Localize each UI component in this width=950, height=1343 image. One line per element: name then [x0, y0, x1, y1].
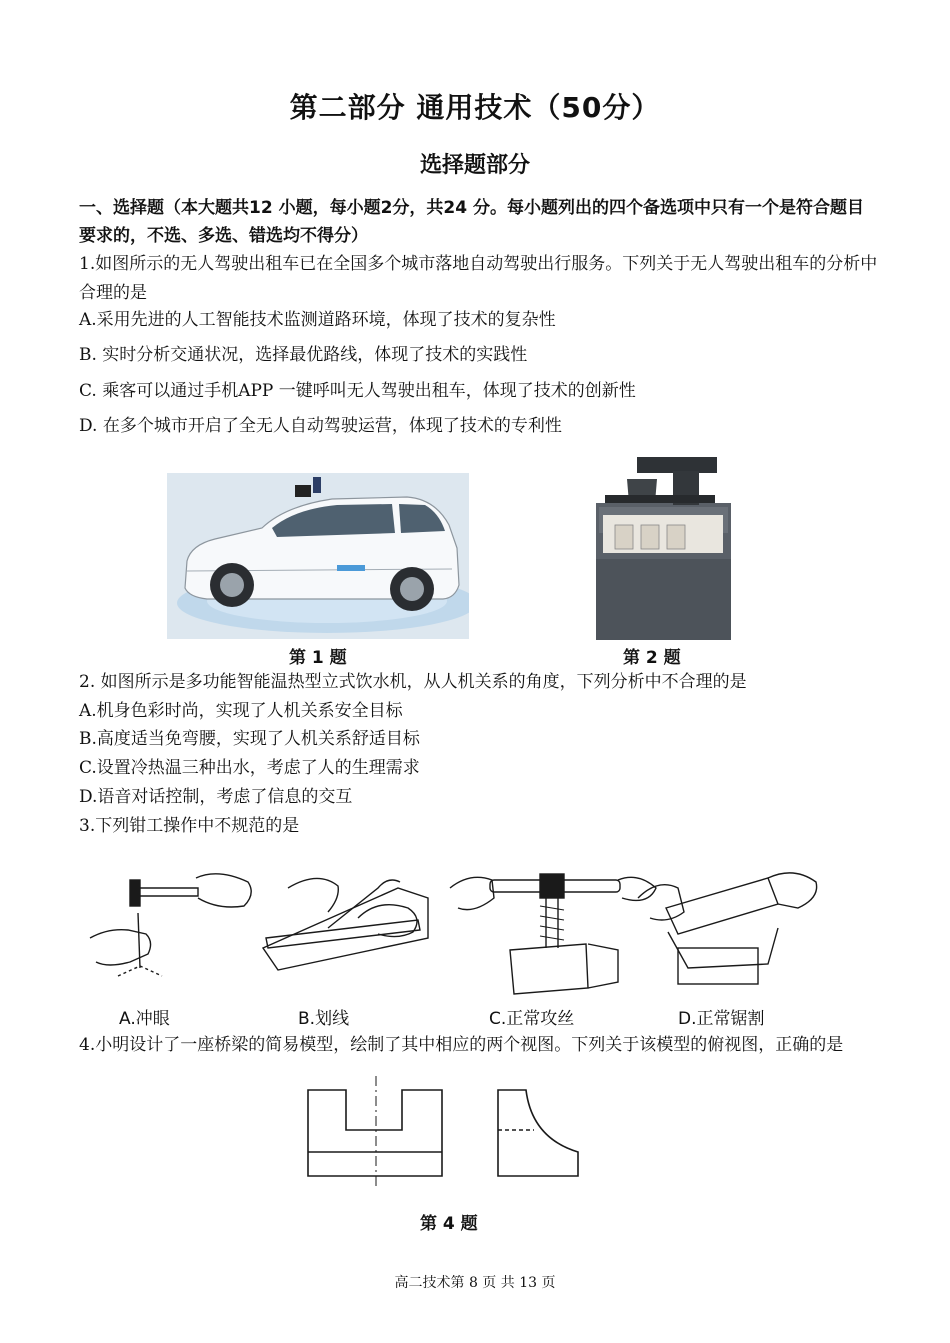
question-3-stem: 3.下列钳工操作中不规范的是 — [79, 816, 300, 836]
page-footer: 高二技术第 8 页 共 13 页 — [394, 1275, 556, 1291]
figure-3b-scribing — [263, 878, 428, 970]
figure-4-side-view — [498, 1090, 578, 1176]
question-1-option-d: D. 在多个城市开启了全无人自动驾驶运营，体现了技术的专利性 — [79, 416, 562, 436]
figure-3d-caption: D.正常锯割 — [678, 1009, 765, 1029]
figure-1-caption: 第 1 题 — [289, 648, 347, 668]
section-subtitle: 选择题部分 — [419, 153, 530, 178]
question-1-option-c: C. 乘客可以通过手机APP 一键呼叫无人驾驶出租车，体现了技术的创新性 — [79, 381, 636, 401]
figure-3-fitter-operations — [78, 858, 828, 1000]
question-2-option-d: D.语音对话控制，考虑了信息的交互 — [79, 787, 353, 807]
question-2-option-c: C.设置冷热温三种出水，考虑了人的生理需求 — [79, 758, 420, 778]
figure-2-water-dispenser — [593, 455, 743, 640]
question-2-option-b: B.高度适当免弯腰，实现了人机关系舒适目标 — [79, 729, 420, 749]
figure-4-front-view — [308, 1090, 442, 1176]
figure-3c-caption: C.正常攻丝 — [489, 1009, 575, 1029]
section-heading: 一、选择题（本大题共12 小题，每小题2分，共24 分。每小题列出的四个备选项中只有一个是符合题目要求的，不选、多选、错选均不得分） — [79, 198, 864, 246]
figure-3b-caption: B.划线 — [298, 1009, 350, 1029]
figure-3d-sawing — [638, 873, 817, 984]
figure-3a-punching — [90, 874, 251, 976]
question-4-stem: 4.小明设计了一座桥梁的简易模型，绘制了其中相应的两个视图。下列关于该模型的俯视图，正确的是 — [79, 1035, 844, 1055]
figure-4-caption: 第 4 题 — [420, 1214, 478, 1234]
figure-4-views — [300, 1074, 590, 1192]
figure-2-caption: 第 2 题 — [623, 648, 681, 668]
figure-3c-tapping — [450, 874, 656, 994]
question-2-option-a: A.机身色彩时尚，实现了人机关系安全目标 — [79, 701, 403, 721]
figure-1-robotaxi — [167, 473, 469, 639]
page-title: 第二部分 通用技术（50分） — [289, 91, 661, 124]
question-2-stem: 2. 如图所示是多功能智能温热型立式饮水机，从人机关系的角度，下列分析中不合理的是 — [79, 672, 747, 692]
question-1-stem: 1.如图所示的无人驾驶出租车已在全国多个城市落地自动驾驶出行服务。下列关于无人驾驶出租车的分析中合理的是 — [79, 254, 878, 303]
figure-3a-caption: A.冲眼 — [119, 1009, 170, 1029]
question-1-option-b: B. 实时分析交通状况，选择最优路线，体现了技术的实践性 — [79, 345, 528, 365]
question-1-option-a: A.采用先进的人工智能技术监测道路环境，体现了技术的复杂性 — [79, 310, 556, 330]
